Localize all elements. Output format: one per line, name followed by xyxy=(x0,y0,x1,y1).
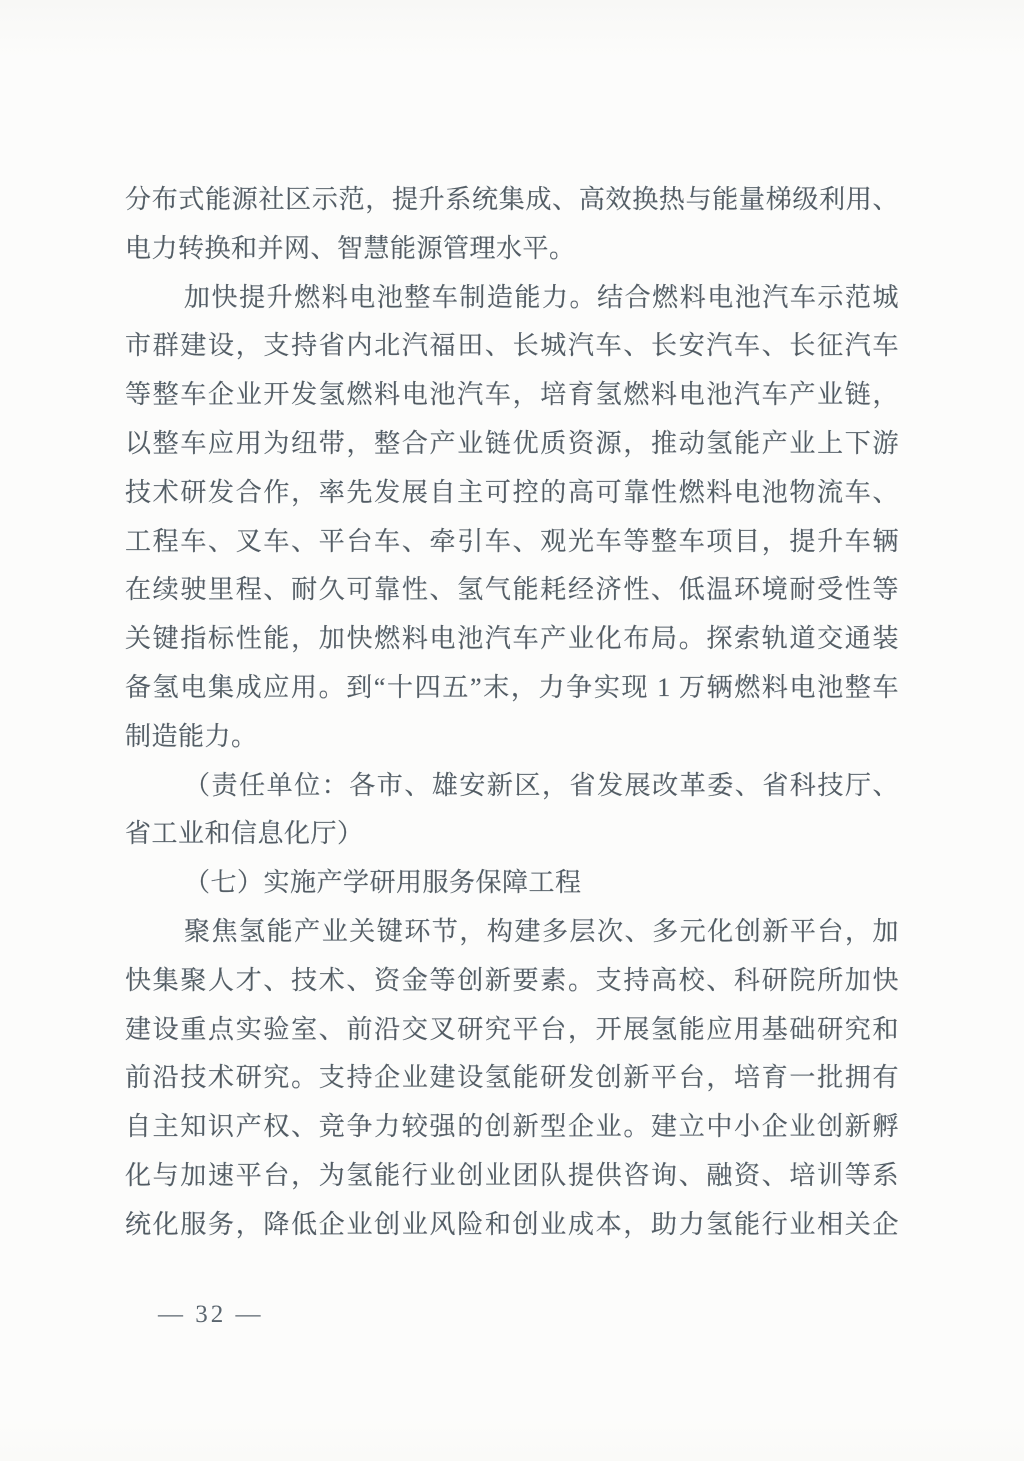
text-line: 建设重点实验室、前沿交叉研究平台，开展氢能应用基础研究和 xyxy=(125,1014,899,1044)
text-line: 技术研发合作，率先发展自主可控的高可靠性燃料电池物流车、 xyxy=(125,477,899,507)
document-body xyxy=(125,176,899,1250)
text-line: 关键指标性能，加快燃料电池汽车产业化布局。探索轨道交通装 xyxy=(125,624,899,654)
text-line: 省工业和信息化厅） xyxy=(125,819,364,849)
text-line: 电力转换和并网、智慧能源管理水平。 xyxy=(125,233,576,263)
text-line: 前沿技术研究。支持企业建设氢能研发创新平台，培育一批拥有 xyxy=(125,1063,899,1093)
text-line: 在续驶里程、耐久可靠性、氢气能耗经济性、低温环境耐受性等 xyxy=(125,575,899,605)
text-line: 备氢电集成应用。到“十四五”末，力争实现 1 万辆燃料电池整车 xyxy=(125,672,899,702)
text-line: 等整车企业开发氢燃料电池汽车，培育氢燃料电池汽车产业链， xyxy=(125,380,899,410)
text-line: 加快提升燃料电池整车制造能力。结合燃料电池汽车示范城 xyxy=(184,282,899,312)
text-line: 以整车应用为纽带，整合产业链优质资源，推动氢能产业上下游 xyxy=(125,428,899,458)
text-line: （责任单位：各市、雄安新区，省发展改革委、省科技厅、 xyxy=(184,770,899,800)
text-line: 快集聚人才、技术、资金等创新要素。支持高校、科研院所加快 xyxy=(125,965,899,995)
text-line: 工程车、叉车、平台车、牵引车、观光车等整车项目，提升车辆 xyxy=(125,526,899,556)
text-line: 制造能力。 xyxy=(125,721,258,751)
text-line: 分布式能源社区示范，提升系统集成、高效换热与能量梯级利用、 xyxy=(125,185,899,214)
text-line: 统化服务，降低企业创业风险和创业成本，助力氢能行业相关企 xyxy=(125,1209,899,1239)
text-line: 市群建设，支持省内北汽福田、长城汽车、长安汽车、长征汽车 xyxy=(125,331,899,361)
section-heading: （七）实施产学研用服务保障工程 xyxy=(184,868,582,898)
text-line: 化与加速平台，为氢能行业创业团队提供咨询、融资、培训等系 xyxy=(125,1160,899,1190)
text-line: 自主知识产权、竞争力较强的创新型企业。建立中小企业创新孵 xyxy=(125,1112,899,1142)
text-line: 聚焦氢能产业关键环节，构建多层次、多元化创新平台，加 xyxy=(184,916,899,946)
page-number: — 32 — xyxy=(158,1301,264,1328)
